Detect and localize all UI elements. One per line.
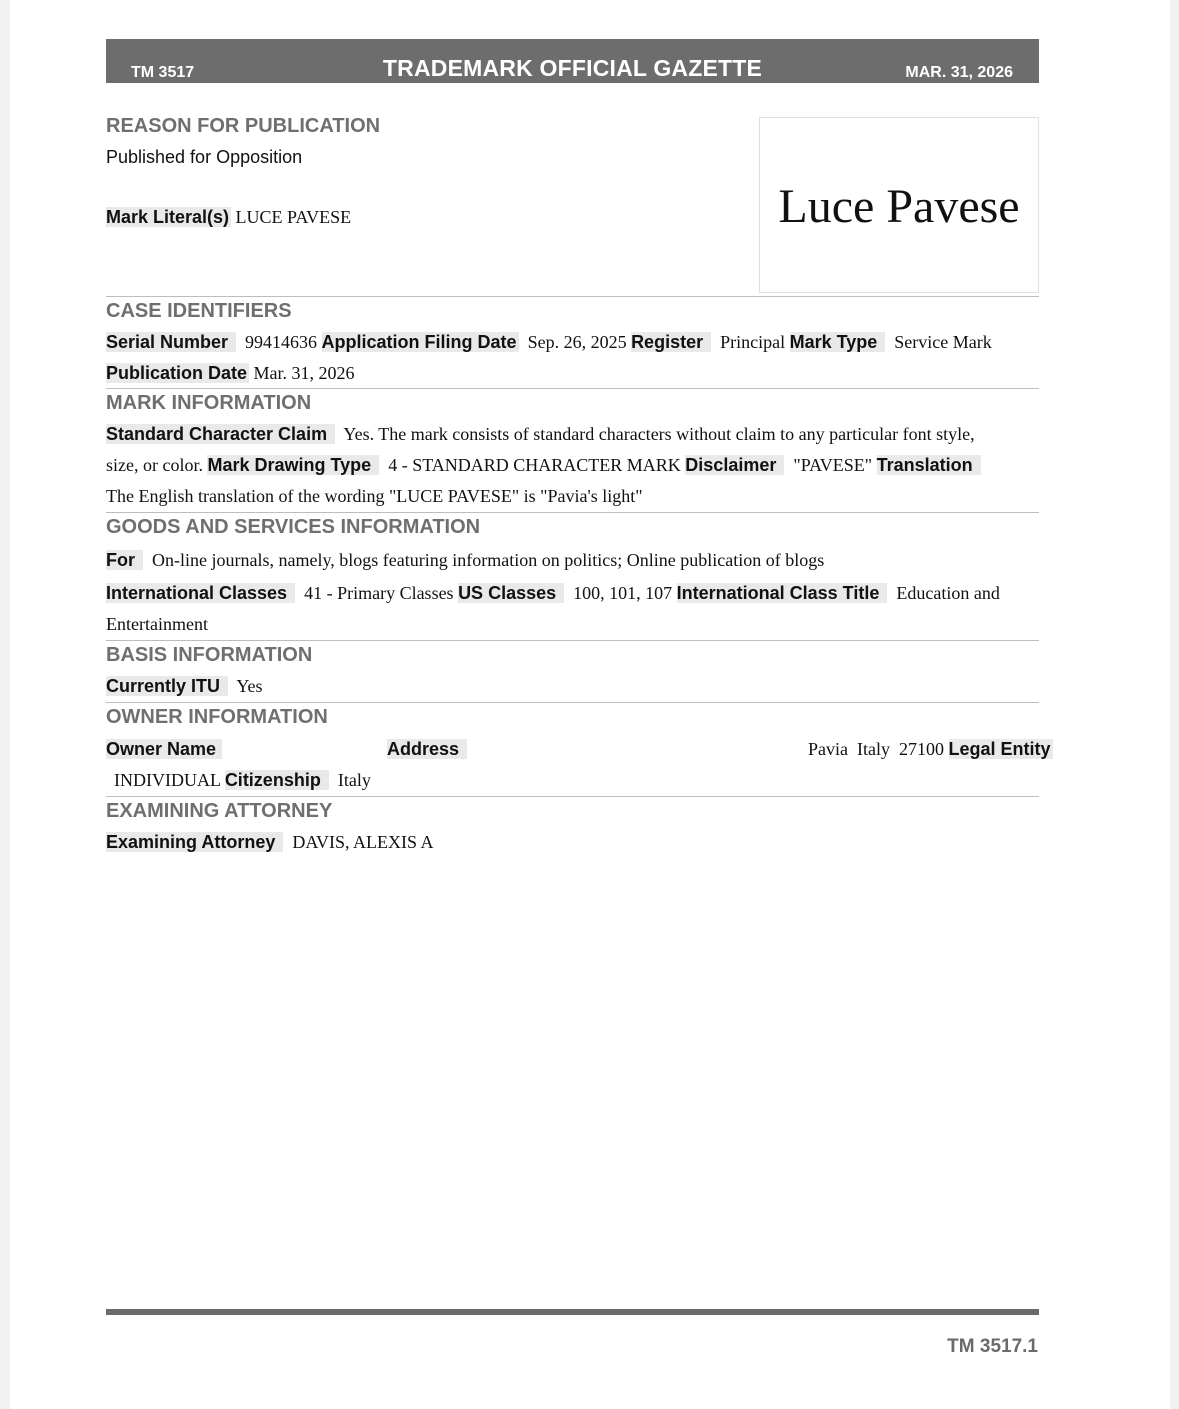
international-class-title-value: Education and	[896, 583, 1000, 603]
international-class-title-label: International Class Title	[677, 583, 888, 603]
goods-services-classes-row	[106, 582, 1000, 604]
disclaimer-value: "PAVESE"	[793, 455, 873, 475]
footer-rule	[106, 1309, 1039, 1315]
mark-information-heading: MARK INFORMATION	[106, 392, 312, 414]
address-country: Italy	[857, 739, 890, 759]
examining-attorney-heading: EXAMINING ATTORNEY	[106, 800, 333, 822]
mark-information-row-2	[106, 454, 981, 476]
reason-text: Published for Opposition	[106, 147, 303, 167]
filing-date-label: Application Filing Date	[321, 332, 517, 352]
issue-number: TM 3517	[131, 64, 195, 81]
standard-character-claim-value-cont: size, or color.	[106, 455, 203, 475]
case-identifiers-heading: CASE IDENTIFIERS	[106, 300, 292, 322]
issue-date: MAR. 31, 2026	[905, 64, 1013, 81]
page-identifier: TM 3517.1	[947, 1336, 1038, 1357]
owner-address	[387, 738, 467, 760]
us-classes-value: 100, 101, 107	[573, 583, 673, 603]
currently-itu-label: Currently ITU	[106, 676, 228, 696]
mark-literal-label: Mark Literal(s)	[106, 207, 230, 227]
goods-services-for-row	[106, 549, 824, 571]
mark-image-text: Luce Pavese	[778, 180, 1020, 233]
legal-entity-value: INDIVIDUAL	[114, 770, 221, 790]
for-label: For	[106, 550, 143, 570]
translation-label: Translation	[877, 455, 981, 475]
gazette-title: TRADEMARK OFFICIAL GAZETTE	[382, 55, 763, 81]
case-identifiers-row-1	[106, 331, 992, 353]
international-classes-label: International Classes	[106, 583, 295, 603]
mark-information-row-3	[106, 485, 643, 507]
basis-heading: BASIS INFORMATION	[106, 644, 313, 666]
mark-type-value: Service Mark	[894, 332, 992, 352]
divider	[106, 702, 1039, 703]
mark-literal-row	[106, 206, 351, 228]
address-postal-code: 27100	[899, 739, 944, 759]
address-city: Pavia	[808, 739, 848, 759]
currently-itu-value: Yes	[236, 676, 263, 696]
examining-attorney-value: DAVIS, ALEXIS A	[292, 832, 434, 852]
standard-character-claim-value: Yes. The mark consists of standard characters without claim to any particular font style,	[343, 424, 975, 444]
legal-entity-label: Legal Entity	[948, 739, 1051, 759]
examining-attorney-label: Examining Attorney	[106, 832, 283, 852]
publication-date-label: Publication Date	[106, 363, 248, 383]
register-label: Register	[631, 332, 711, 352]
standard-character-claim-label: Standard Character Claim	[106, 424, 335, 444]
mark-drawing-type-label: Mark Drawing Type	[207, 455, 379, 475]
translation-value: The English translation of the wording "LUCE PAVESE" is "Pavia's light"	[106, 486, 643, 506]
divider	[106, 640, 1039, 641]
us-classes-label: US Classes	[458, 583, 564, 603]
owner-address-values	[808, 738, 1053, 760]
reason-heading: REASON FOR PUBLICATION	[106, 115, 381, 137]
mark-information-row-1	[106, 423, 975, 445]
basis-row	[106, 675, 263, 697]
filing-date-value: Sep. 26, 2025	[527, 332, 627, 352]
address-label: Address	[387, 739, 467, 759]
publication-date-value: Mar. 31, 2026	[253, 363, 355, 383]
owner-row-1	[106, 738, 222, 760]
owner-name-label: Owner Name	[106, 739, 222, 759]
mark-literal-value: LUCE PAVESE	[235, 207, 352, 227]
international-classes-value: 41 - Primary Classes	[304, 583, 454, 603]
examining-attorney-row	[106, 831, 434, 853]
divider	[106, 512, 1039, 513]
serial-number-label: Serial Number	[106, 332, 236, 352]
goods-services-heading: GOODS AND SERVICES INFORMATION	[106, 516, 481, 538]
case-identifiers-row-2	[106, 362, 355, 384]
mark-type-label: Mark Type	[790, 332, 886, 352]
gazette-header-banner	[106, 39, 1039, 83]
goods-services-title-cont	[106, 613, 208, 635]
serial-number-value: 99414636	[245, 332, 318, 352]
mark-drawing-type-value: 4 - STANDARD CHARACTER MARK	[388, 455, 681, 475]
international-class-title-value-cont: Entertainment	[106, 614, 208, 634]
divider	[106, 796, 1039, 797]
owner-row-2	[114, 769, 371, 791]
register-value: Principal	[720, 332, 786, 352]
divider	[106, 296, 1039, 297]
owner-heading: OWNER INFORMATION	[106, 706, 328, 728]
mark-image	[759, 117, 1039, 293]
divider	[106, 388, 1039, 389]
citizenship-label: Citizenship	[225, 770, 329, 790]
disclaimer-label: Disclaimer	[685, 455, 784, 475]
for-value: On-line journals, namely, blogs featuring information on politics; Online publication of blogs	[152, 550, 825, 570]
citizenship-value: Italy	[337, 770, 371, 790]
